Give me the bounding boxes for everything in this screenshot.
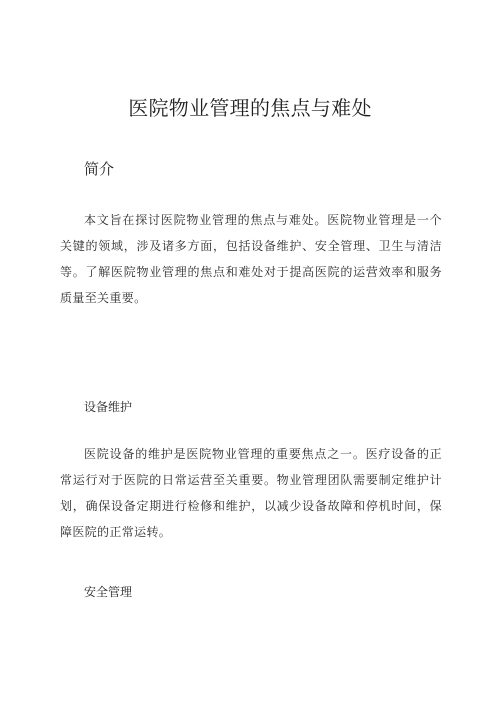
section-paragraph-intro: 本文旨在探讨医院物业管理的焦点与难处。医院物业管理是一个关键的领域，涉及诸多方面，包括设备维护、安全管理、卫生与清洁等。了解医院物业管理的焦点和难处对于提高医院的运营效率和服务质量至关重要。 xyxy=(60,213,442,305)
section-heading-intro: 简介 xyxy=(84,160,115,178)
section-heading-equipment-maintenance: 设备维护 xyxy=(84,400,133,414)
section-heading-safety-management: 安全管理 xyxy=(84,585,133,599)
document-title: 医院物业管理的焦点与难处 xyxy=(128,96,372,120)
section-paragraph-equipment-maintenance: 医院设备的维护是医院物业管理的重要焦点之一。医疗设备的正常运行对于医院的日常运营至关重要。物业管理团队需要制定维护计划，确保设备定期进行检修和维护，以减少设备故障和停机时间，保障医院的正常运转。 xyxy=(60,447,442,539)
